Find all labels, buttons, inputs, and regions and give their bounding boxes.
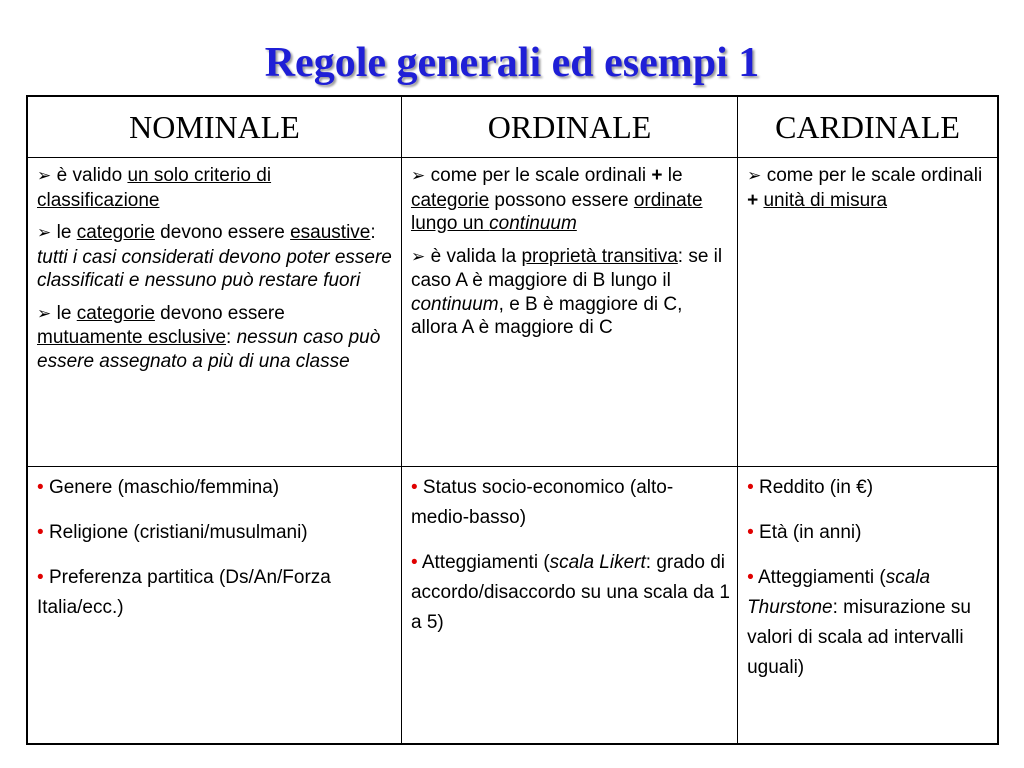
text-run: categorie — [76, 302, 155, 324]
text-run: devono essere — [154, 302, 285, 324]
rules-cardinale-cell — [738, 158, 998, 467]
text-run: scala Thurstone — [747, 567, 931, 618]
rules-row — [27, 158, 998, 467]
examples-ordinale-cell — [401, 467, 737, 745]
red-dot-bullet-icon: • — [747, 522, 760, 543]
text-run: le — [662, 165, 683, 186]
example-item — [747, 563, 991, 683]
text-run: Atteggiamenti ( — [757, 567, 886, 588]
examples-cardinale-cell — [738, 467, 998, 745]
text-run: devono essere — [154, 222, 291, 243]
text-run: continuum — [410, 293, 499, 315]
example-item — [37, 563, 395, 623]
rule-item — [37, 164, 395, 212]
text-run: Religione (cristiani/musulmani) — [48, 522, 308, 543]
arrow-bullet-icon: ➢ — [410, 166, 431, 186]
text-run: , e B è maggiore di C, allora A è maggiore di C — [410, 293, 683, 338]
text-run: possono essere — [489, 189, 634, 211]
text-run: : se il caso A è maggiore di B lungo il — [410, 245, 723, 291]
text-run: Preferenza partitica (Ds/An/Forza Italia/ecc.) — [37, 567, 331, 618]
text-run: Status socio-economico (alto-medio-basso) — [410, 477, 674, 528]
text-run: : grado di accordo/disaccordo su una scala da 1 a 5) — [410, 552, 730, 633]
example-item — [747, 473, 991, 503]
text-run: è valida la — [430, 245, 522, 267]
text-run: : — [370, 222, 376, 243]
text-run: un solo criterio di classificazione — [37, 165, 272, 211]
arrow-bullet-icon: ➢ — [37, 166, 57, 186]
examples-row — [27, 467, 998, 745]
text-run: mutuamente esclusive — [37, 327, 227, 348]
header-ordinale: ORDINALE — [401, 96, 737, 158]
text-run: Genere (maschio/femmina) — [48, 477, 280, 498]
text-run: proprietà transitiva — [521, 245, 678, 267]
text-run: : misurazione su valori di scala ad intervalli uguali) — [747, 597, 971, 678]
text-run: le — [56, 222, 77, 243]
text-run: esaustive — [290, 222, 371, 243]
text-run: tutti i casi considerati devono poter essere classificati e nessuno può restare fuori — [37, 246, 392, 291]
text-run: le — [56, 302, 77, 324]
red-dot-bullet-icon: • — [37, 477, 49, 498]
rule-item — [37, 302, 395, 374]
text-run: categorie — [410, 189, 490, 211]
red-dot-bullet-icon: • — [747, 477, 760, 498]
red-dot-bullet-icon: • — [410, 477, 423, 498]
red-dot-bullet-icon: • — [410, 552, 422, 573]
header-cardinale: CARDINALE — [738, 96, 998, 158]
example-item — [37, 518, 395, 548]
header-row — [27, 96, 998, 158]
examples-nominale-cell — [27, 467, 401, 745]
text-run: unità di misura — [763, 189, 888, 211]
rule-item — [411, 164, 731, 236]
text-run: categorie — [76, 222, 155, 243]
arrow-bullet-icon: ➢ — [37, 303, 57, 324]
text-run: Atteggiamenti ( — [421, 552, 550, 573]
red-dot-bullet-icon: • — [37, 522, 49, 543]
header-nominale: NOMINALE — [27, 96, 401, 158]
rules-ordinale-cell — [401, 158, 737, 467]
example-item — [411, 548, 731, 638]
arrow-bullet-icon: ➢ — [747, 166, 767, 186]
page-title: Regole generali ed esempi 1 — [264, 40, 760, 86]
rules-nominale-cell — [27, 158, 401, 467]
text-run: + — [651, 165, 663, 186]
text-run: è valido — [56, 165, 128, 186]
red-dot-bullet-icon: • — [747, 567, 758, 588]
rule-item — [747, 164, 991, 212]
example-item — [37, 473, 395, 503]
rule-item — [411, 245, 731, 340]
text-run: ordinate lungo un — [410, 189, 703, 234]
text-run: nessun caso può essere assegnato a più di una classe — [37, 327, 381, 372]
text-run: : — [226, 327, 237, 348]
rule-item — [37, 221, 395, 293]
text-run: continuum — [489, 213, 577, 234]
example-item — [747, 518, 991, 548]
red-dot-bullet-icon: • — [37, 567, 49, 588]
arrow-bullet-icon: ➢ — [410, 246, 431, 267]
text-run: Età (in anni) — [759, 522, 862, 543]
text-run: scala Likert — [549, 552, 646, 573]
text-run: come per le scale ordinali — [766, 165, 983, 186]
text-run: + — [747, 189, 759, 211]
text-run: Reddito (in €) — [759, 477, 874, 498]
arrow-bullet-icon: ➢ — [37, 223, 57, 243]
example-item — [411, 473, 731, 533]
text-run: come per le scale ordinali — [430, 165, 652, 186]
scales-table — [26, 95, 999, 745]
